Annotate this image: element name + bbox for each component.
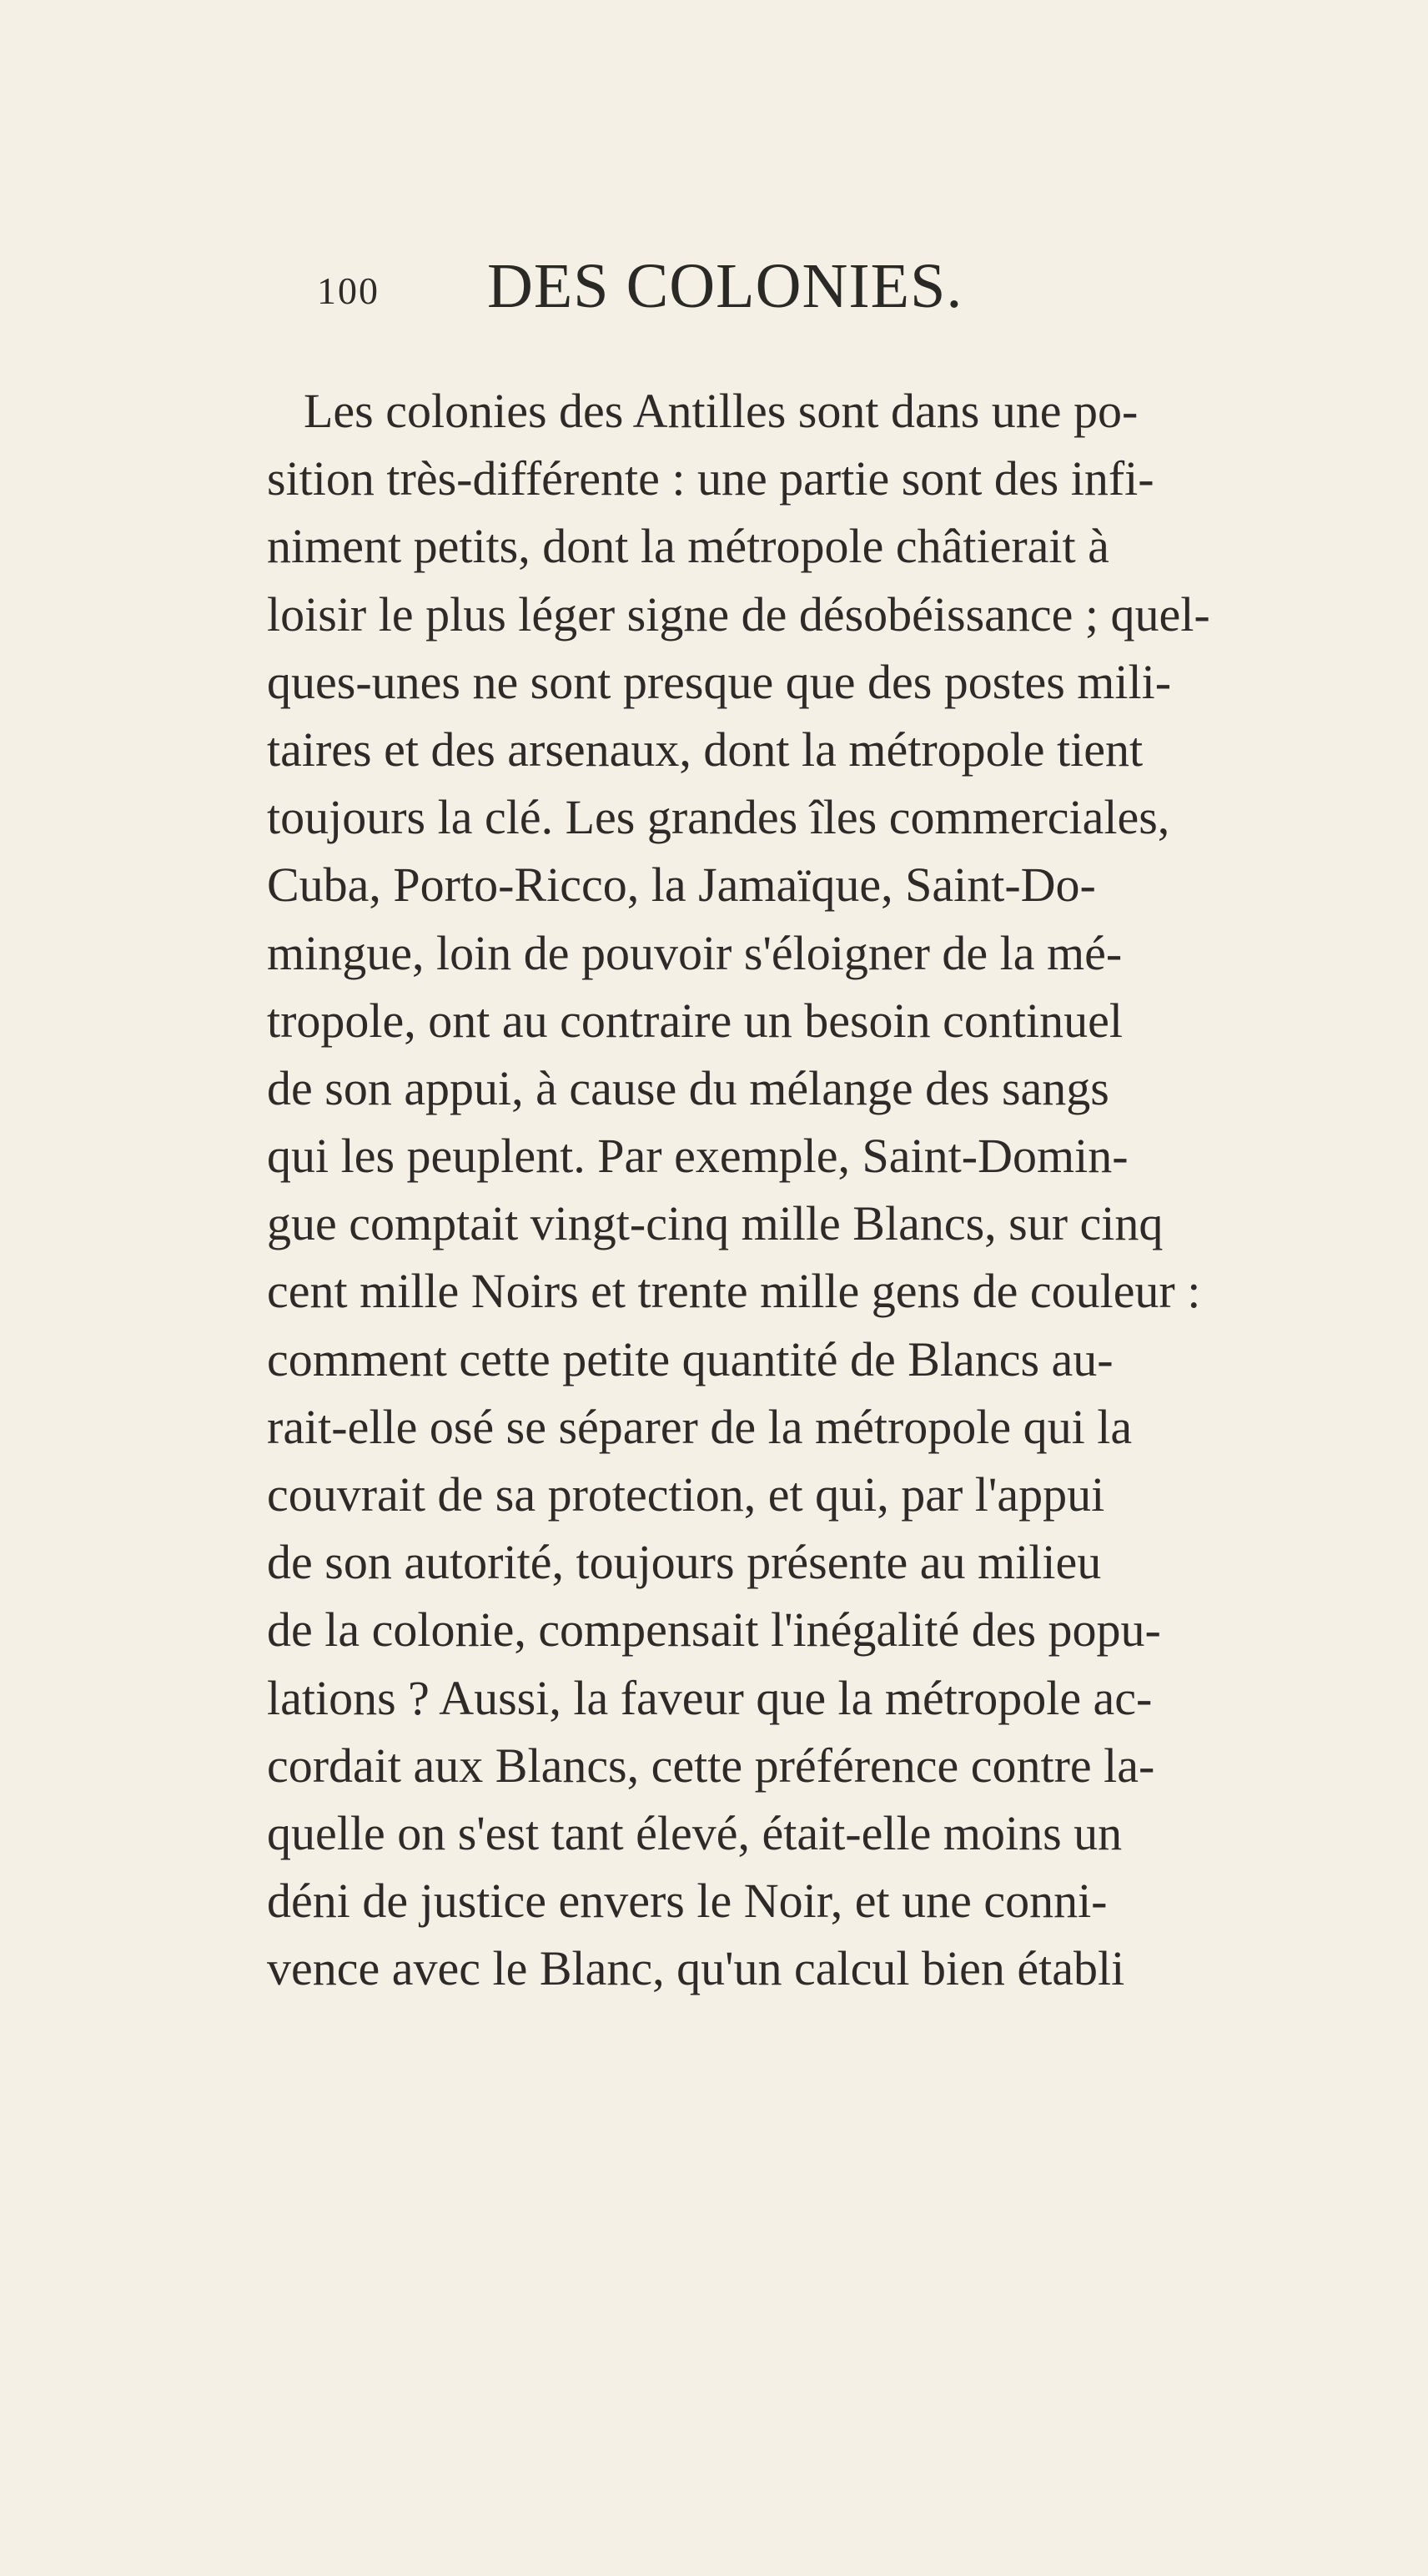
text-line: loisir le plus léger signe de désobéissance ; quel-	[267, 586, 1210, 641]
page-header	[317, 250, 1151, 342]
text-line: rait-elle osé se séparer de la métropole qui la	[267, 1399, 1133, 1454]
text-line: ques-unes ne sont presque que des postes mili-	[267, 654, 1172, 709]
text-line: de la colonie, compensait l'inégalité des popu-	[267, 1602, 1161, 1658]
text-line: de son autorité, toujours présente au milieu	[267, 1535, 1102, 1590]
text-line: vence avec le Blanc, qu'un calcul bien établi	[267, 1941, 1125, 1996]
text-line: taires et des arsenaux, dont la métropole tient	[267, 722, 1144, 777]
text-line: déni de justice envers le Noir, et une conni-	[267, 1874, 1108, 1929]
text-line: cent mille Noirs et trente mille gens de couleur :	[267, 1264, 1201, 1319]
text-line: niment petits, dont la métropole châtierait à	[267, 519, 1109, 574]
text-line: lations ? Aussi, la faveur que la métropole ac-	[267, 1670, 1153, 1725]
text-line: Les colonies des Antilles sont dans une po-	[304, 384, 1139, 438]
text-line: qui les peuplent. Par exemple, Saint-Domin-	[267, 1129, 1129, 1184]
running-title: DES COLONIES.	[487, 251, 963, 321]
text-line: quelle on s'est tant élevé, était-elle moins un	[267, 1805, 1123, 1860]
text-line: mingue, loin de pouvoir s'éloigner de la mé-	[267, 925, 1123, 980]
text-line: sition très-différente : une partie sont des infi-	[267, 451, 1154, 506]
text-line: toujours la clé. Les grandes îles commerciales,	[267, 790, 1170, 845]
text-line: couvrait de sa protection, et qui, par l'appui	[267, 1467, 1105, 1522]
text-line: comment cette petite quantité de Blancs au-	[267, 1331, 1114, 1386]
text-line: de son appui, à cause du mélange des sangs	[267, 1060, 1109, 1115]
text-line: Cuba, Porto-Ricco, la Jamaïque, Saint-Do-	[267, 858, 1096, 913]
text-line: tropole, ont au contraire un besoin continuel	[267, 993, 1123, 1048]
page-number: 100	[317, 269, 380, 312]
text-line: gue comptait vingt-cinq mille Blancs, sur cinq	[267, 1196, 1164, 1251]
body-paragraph	[267, 377, 1351, 2003]
text-line: cordait aux Blancs, cette préférence contre la-	[267, 1738, 1155, 1793]
